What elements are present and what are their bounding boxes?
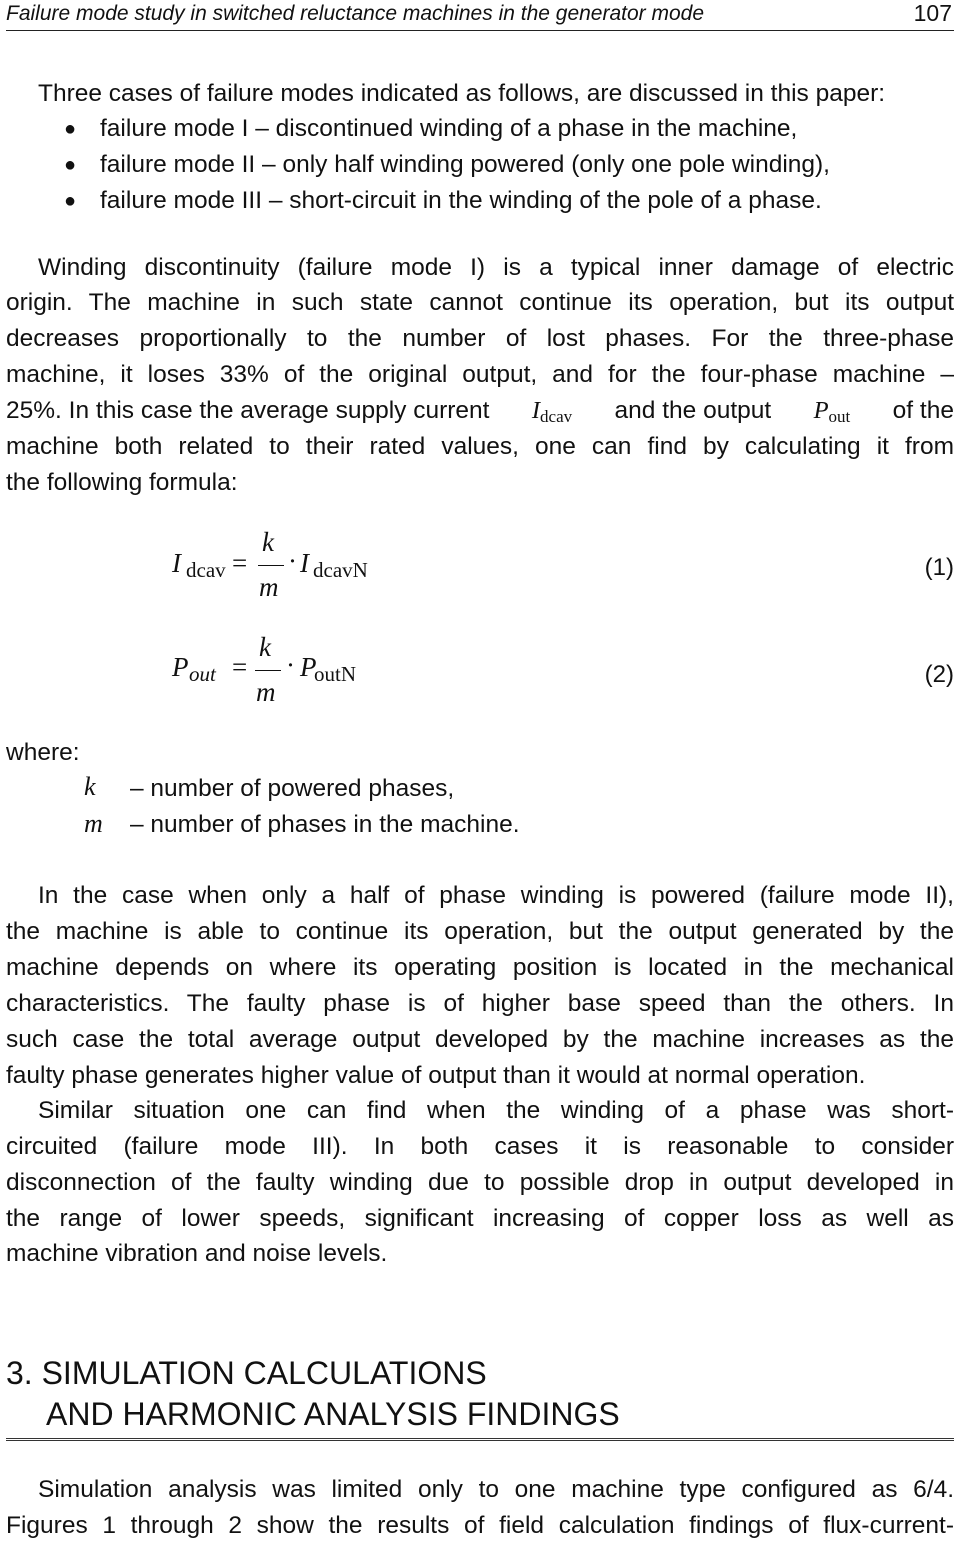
fraction-bar <box>255 670 281 671</box>
eq-equals: = <box>232 652 248 682</box>
definition-text: – number of powered phases, <box>130 775 455 802</box>
text-fragment: 25%. In this case the average supply current <box>6 397 490 424</box>
text-line: Winding discontinuity (failure mode I) is a typical inner damage of electric <box>38 254 954 281</box>
eq-rhs-sub: outN <box>314 662 356 686</box>
eq-numerator: k <box>259 632 271 662</box>
text-line: Similar situation one can find when the winding of a phase was short- <box>38 1097 954 1124</box>
section-divider <box>6 1438 954 1444</box>
text-line: the machine is able to continue its operation, but the output generated by the <box>6 918 954 945</box>
eq-dot: · <box>286 650 295 680</box>
bullet-icon: ● <box>64 154 77 176</box>
text-fragment: and the output <box>614 397 772 424</box>
definition-text: – number of phases in the machine. <box>130 811 520 838</box>
text-line: disconnection of the faulty winding due to possible drop in output developed in <box>6 1169 954 1196</box>
text-line: machine vibration and noise levels. <box>6 1240 388 1267</box>
section-title-line: 3. SIMULATION CALCULATIONS <box>6 1355 487 1391</box>
definition-symbol: k <box>84 772 96 801</box>
fraction-bar <box>258 565 284 566</box>
eq-rhs: P <box>300 652 317 682</box>
text-line: machine depends on where its operating position is located in the mechanical <box>6 954 954 981</box>
section-title-line: AND HARMONIC ANALYSIS FINDINGS <box>46 1396 620 1432</box>
header-divider <box>6 30 954 31</box>
equation-number: (1) <box>924 554 954 581</box>
eq-lhs-sub: out <box>189 662 216 686</box>
bullet-icon: ● <box>64 118 77 140</box>
text-line: the range of lower speeds, significant increasing of copper loss as well as <box>6 1205 954 1232</box>
running-title: Failure mode study in switched reluctance machines in the generator mode <box>6 2 705 25</box>
eq-rhs: I <box>300 548 309 578</box>
text-line: such case the total average output developed by the machine increases as the <box>6 1026 954 1053</box>
text-line: In the case when only a half of phase winding is powered (failure mode II), <box>38 882 954 909</box>
text-line <box>6 397 954 427</box>
eq-dot: · <box>288 546 297 576</box>
equation-number: (2) <box>924 661 954 688</box>
text-line: origin. The machine in such state cannot continue its operation, but its output <box>6 289 954 316</box>
eq-denominator: m <box>259 572 279 602</box>
intro-lead: Three cases of failure modes indicated as follows, are discussed in this paper: <box>38 80 886 107</box>
text-line: circuited (failure mode III). In both cases it is reasonable to consider <box>6 1133 954 1160</box>
symbol-pout: $P_{out}$ <box>813 397 851 426</box>
page-number: 107 <box>913 0 952 26</box>
list-item: failure mode I – discontinued winding of a phase in the machine, <box>100 115 798 142</box>
text-line: decreases proportionally to the number of lost phases. For the three-phase <box>6 325 954 352</box>
symbol-idcav: $I_{dcav}$ <box>531 397 573 426</box>
text-line: Simulation analysis was limited only to one machine type configured as 6/4. <box>38 1476 954 1503</box>
bullet-icon: ● <box>64 190 77 212</box>
text-line: characteristics. The faulty phase is of higher base speed than the others. In <box>6 990 954 1017</box>
eq-denominator: m <box>256 677 276 707</box>
text-line: the following formula: <box>6 469 238 496</box>
eq-lhs: I <box>172 548 181 578</box>
text-line: machine both related to their rated values, one can find by calculating it from <box>6 433 954 460</box>
where-label: where: <box>6 739 80 766</box>
definition-symbol: m <box>84 809 103 838</box>
text-fragment: of the <box>892 397 954 424</box>
eq-numerator: k <box>262 527 274 557</box>
text-line: machine, it loses 33% of the original output, and for the four-phase machine – <box>6 361 954 388</box>
eq-lhs: P <box>172 652 189 682</box>
text-line: faulty phase generates higher value of output than it would at normal operation. <box>6 1062 866 1089</box>
eq-rhs-sub: dcavN <box>313 558 368 582</box>
list-item: failure mode II – only half winding powered (only one pole winding), <box>100 151 830 178</box>
eq-equals: = <box>232 548 248 578</box>
text-line: Figures 1 through 2 show the results of field calculation findings of flux-current- <box>6 1512 954 1539</box>
list-item: failure mode III – short-circuit in the winding of the pole of a phase. <box>100 187 822 214</box>
eq-lhs-sub: dcav <box>186 558 226 582</box>
